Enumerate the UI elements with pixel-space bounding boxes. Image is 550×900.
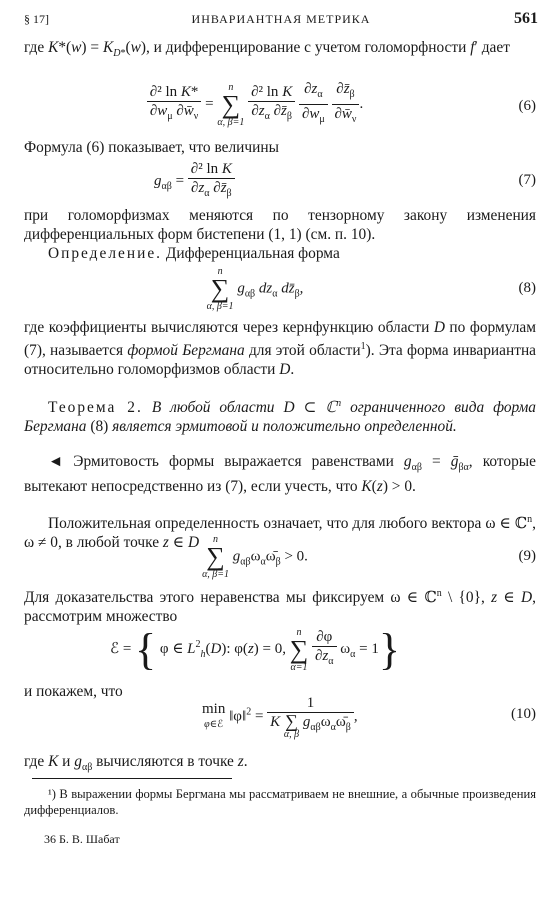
footnote-rule xyxy=(32,778,232,779)
definition-label: Определение. xyxy=(48,245,162,262)
theorem-2: Теорема 2. В любой области D ⊂ ℂ$^n$ ограниченного вида форма Бергмана (8) является эрмитовой и положительно определенной. xyxy=(24,398,536,436)
paragraph-6: Положительная определенность означает, что для любого вектора ω ∈ ℂ$^n$, ω ≠ 0, в любой точке z ∈ D xyxy=(24,514,536,552)
equation-7: $g_{\alpha\beta}$ = $\frac{\text{∂² ln K}}{\partial z_\alpha \partial z̄_\beta}$ (7) xyxy=(154,161,536,199)
definition-line xyxy=(24,244,536,263)
eq-number-9: (9) xyxy=(518,548,536,564)
definition-text: Дифференциальная форма xyxy=(165,245,340,262)
paragraph-7: Для доказательства этого неравенства мы фиксируем ω ∈ ℂ$^n$ \ {0}, z ∈ D, рассмотрим множество xyxy=(24,588,536,626)
section-ref: § 17] xyxy=(24,12,49,26)
page-number: 561 xyxy=(514,10,538,27)
running-header xyxy=(24,10,538,30)
running-title: ИНВАРИАНТНАЯ МЕТРИКА xyxy=(191,12,371,26)
eq-number-7: (7) xyxy=(518,172,536,188)
paragraph-9: где K и $g_{\alpha\beta}$ вычисляются в точке z. xyxy=(24,753,248,774)
paragraph-8: и покажем, что xyxy=(24,683,123,700)
paragraph-4: где коэффициенты вычисляются через кернфункцию области D по формулам (7), называется формой Бергмана для этой области$^1$). Эта форма инвариантна относительно голоморфизмов области D. xyxy=(24,319,537,379)
equation-9: n ∑ α, β=1 $g_{\alpha\beta}\omega_\alpha\omegā_\beta > 0$. (9) xyxy=(202,534,536,580)
equation-10: min φ∈ℰ ‖φ‖$^2$ = 1 K ∑ α, β $g_{\alpha\beta}\omega_\alpha\omegā_\beta$ , (10) xyxy=(202,695,536,740)
eq-number-8: (8) xyxy=(518,280,536,296)
equation-set-E: ℰ = { φ ∈ $L^2_h(D)$: φ(z) = 0, n ∑ α=1 $\frac{\partial\varphi}{\partial z_\alpha}$ $\omega_\alpha = 1$} xyxy=(109,625,401,674)
eq-number-6: (6) xyxy=(518,98,536,114)
eq-number-10: (10) xyxy=(511,706,536,722)
theorem-label: Теорема 2. xyxy=(48,399,143,417)
equation-8: n ∑ α, β=1 $g_{\alpha\beta}$ $dz_\alpha$ $dz̄_\beta$, (8) xyxy=(206,266,536,312)
paragraph-3: при голоморфизмах меняются по тензорному закону изменения дифференциальных форм бистепени (1, 1) (см. п. 10). xyxy=(24,207,536,243)
paragraph-1: где $K*(w) = K_{D*}(w)$, и дифференцирование с учетом голоморфности f′ дает xyxy=(24,39,510,60)
paragraph-5: ◄ Эрмитовость формы выражается равенствами $g_{\alpha\beta}$ = ḡ$_{\beta\alpha}$, которые вытекают непосредственно из (7), если учесть, что K(z) > 0. xyxy=(24,453,536,496)
footnote: ¹) В выражении формы Бергмана мы рассматриваем не внешние, а обычные произведения дифференциалов. xyxy=(24,787,536,817)
paragraph-2: Формула (6) показывает, что величины xyxy=(24,139,279,156)
equation-6: $\frac{\text{∂² ln K*}}{\partial w_\mu \partial w̄_\nu}$ = n ∑ α, β=1 $\frac{\text{∂² ln K}}{\partial z_\alpha \partial z̄_\beta}$ $\frac{\partial z_\alpha}{\partial w_\mu}$ $\frac{\partial z̄_\beta}{\partial w̄_\nu}$ . (6) xyxy=(24,80,536,140)
signature-footer: 36 Б. В. Шабат xyxy=(44,832,120,846)
